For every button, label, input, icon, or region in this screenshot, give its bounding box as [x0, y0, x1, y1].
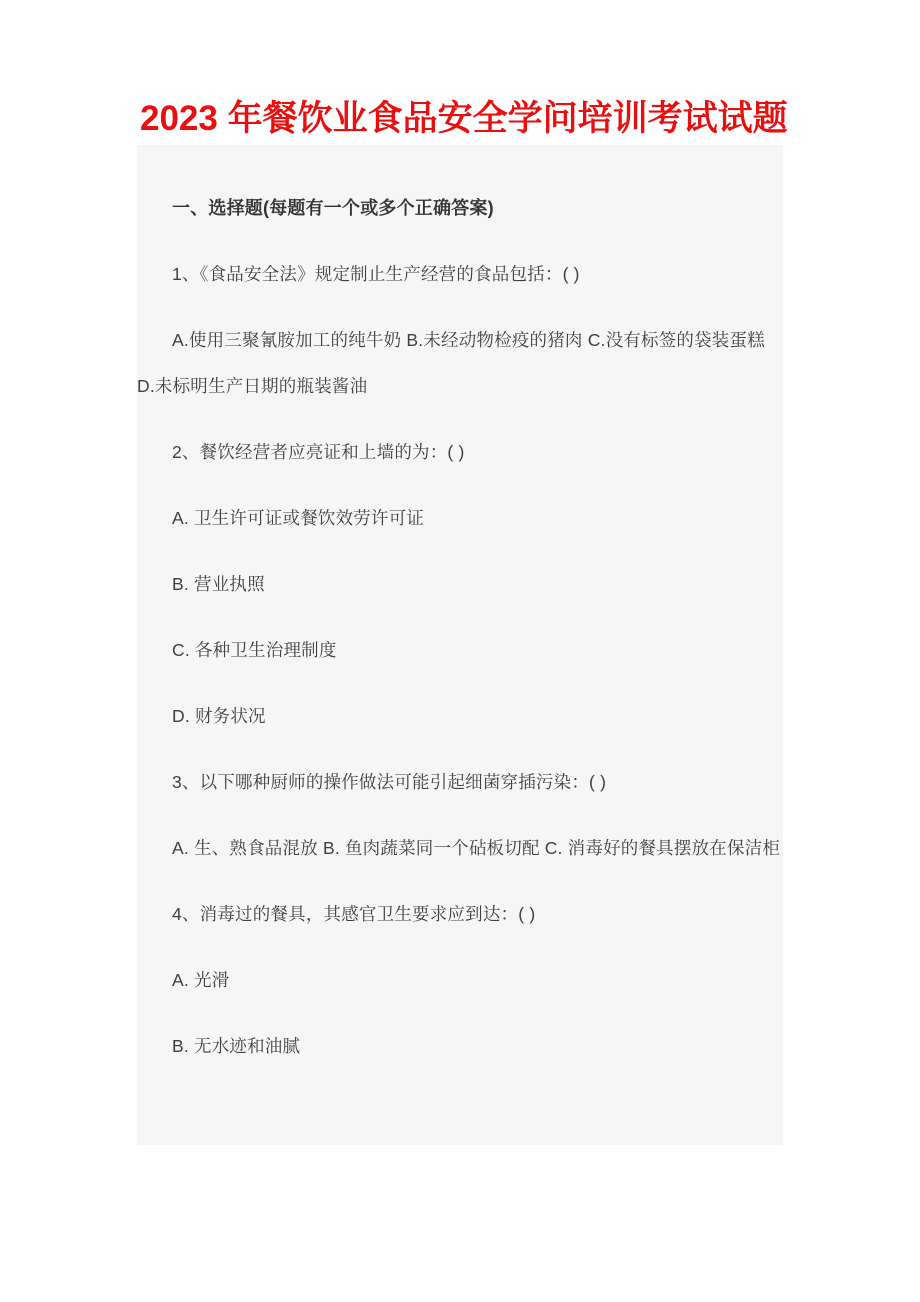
question-4-text: 4、消毒过的餐具，其感官卫生要求应到达：( ) [172, 904, 536, 924]
question-4-option-b: B. 无水迹和油腻 [172, 1036, 301, 1056]
question-2-option-c: C. 各种卫生治理制度 [172, 640, 337, 660]
question-1-options: A.使用三聚氰胺加工的纯牛奶 B.未经动物检疫的猪肉 C.没有标签的袋装蛋糕 D.未标明生产日期的瓶装酱油 [137, 330, 765, 396]
document-page [137, 0, 788, 1145]
question-3-options: A. 生、熟食品混放 B. 鱼肉蔬菜同一个砧板切配 C. 消毒好的餐具摆放在保洁柜 [172, 838, 781, 858]
question-3-text: 3、以下哪种厨师的操作做法可能引起细菌穿插污染：( ) [172, 772, 607, 792]
document-body [137, 145, 783, 1145]
question-2-option-d: D. 财务状况 [172, 706, 266, 726]
question-2-text: 2、餐饮经营者应亮证和上墙的为：( ) [172, 442, 465, 462]
section-heading: 一、选择题(每题有一个或多个正确答案) [172, 198, 494, 218]
question-4-option-a: A. 光滑 [172, 970, 230, 990]
document-title: 2023 年餐饮业食品安全学问培训考试试题 [140, 99, 788, 138]
question-1-text: 1、《食品安全法》规定制止生产经营的食品包括：( ) [172, 264, 580, 284]
question-2-option-a: A. 卫生许可证或餐饮效劳许可证 [172, 508, 425, 528]
question-2-option-b: B. 营业执照 [172, 574, 265, 594]
